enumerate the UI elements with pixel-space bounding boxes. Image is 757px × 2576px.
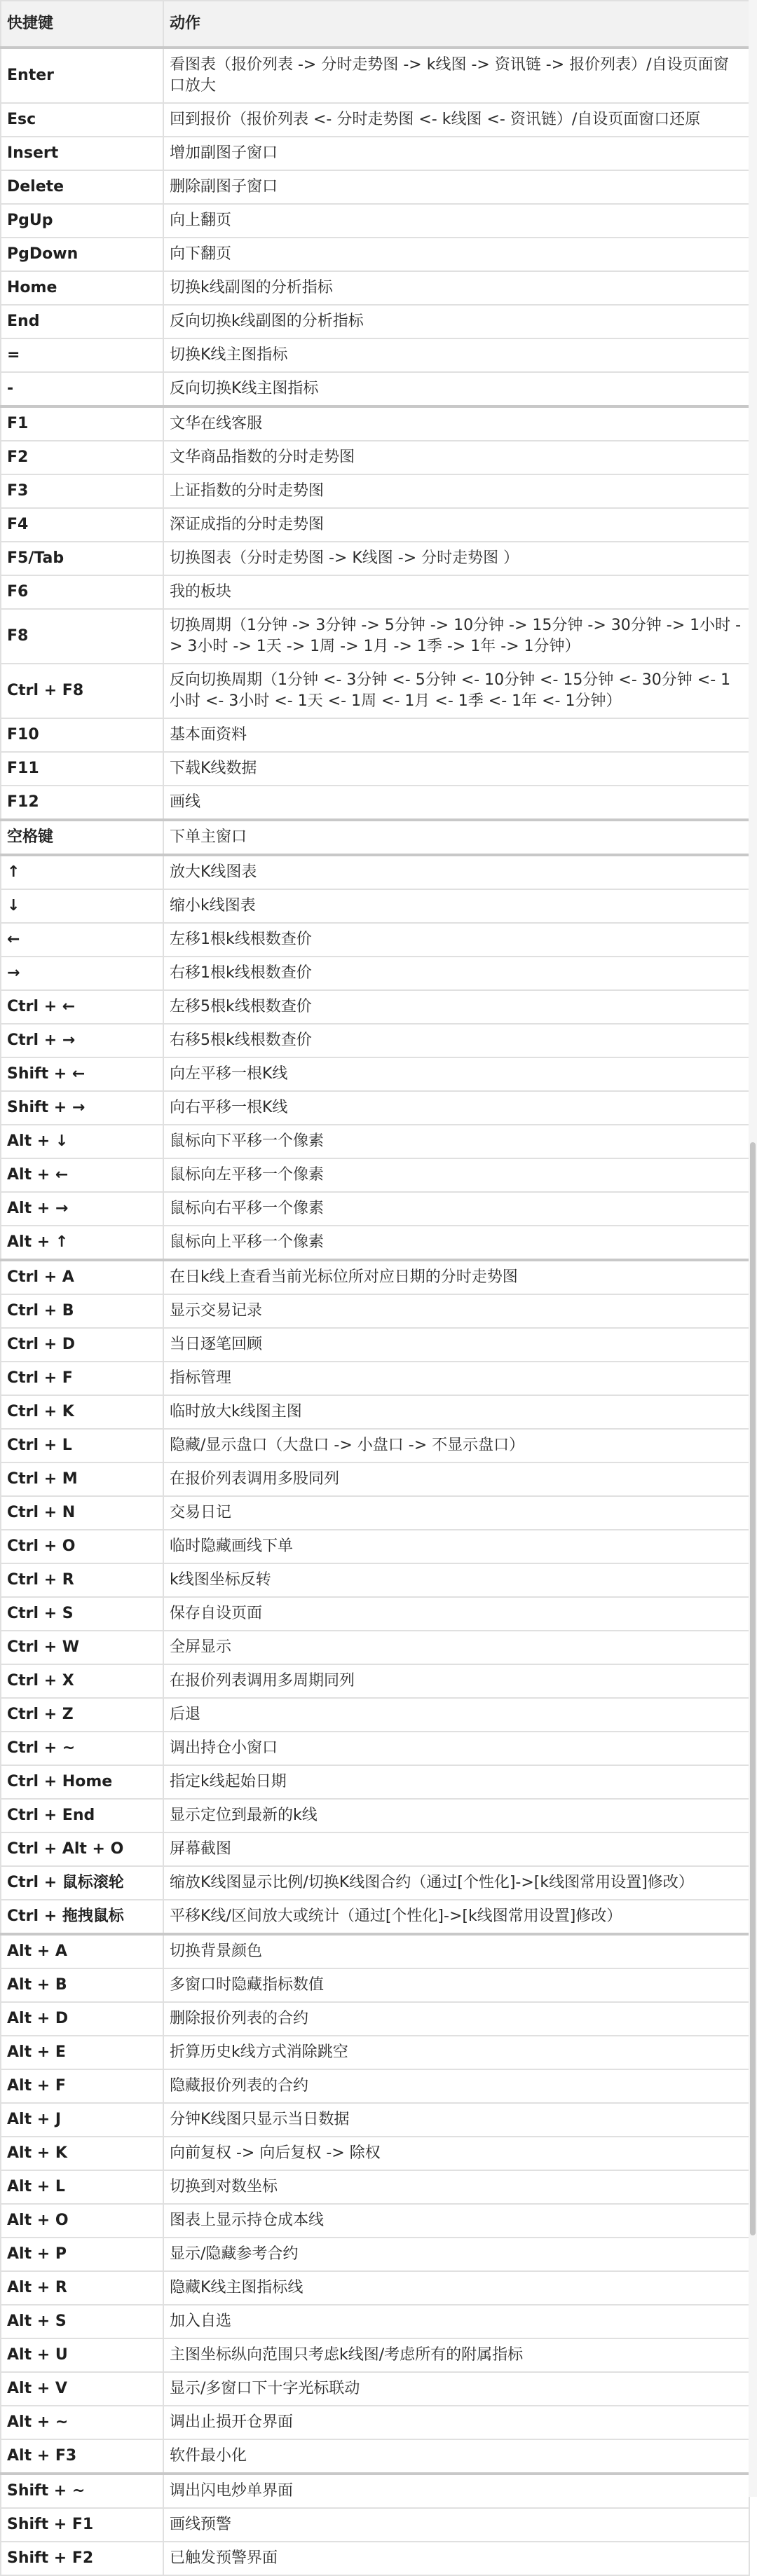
shortcut-action: 鼠标向右平移一个像素 (163, 1192, 749, 1226)
shortcut-key: F6 (1, 575, 163, 609)
table-row (1, 2002, 749, 2036)
column-header-shortcut: 快捷键 (1, 1, 163, 48)
scrollbar-thumb[interactable] (750, 1142, 756, 2235)
table-row (1, 575, 749, 609)
shortcut-key: Ctrl + End (1, 1799, 163, 1832)
table-row (1, 1057, 749, 1091)
shortcut-key: Ctrl + B (1, 1294, 163, 1328)
shortcut-action: 右移5根k线根数查价 (163, 1024, 749, 1057)
shortcut-key: 空格键 (1, 820, 163, 855)
shortcut-key: End (1, 305, 163, 338)
table-row (1, 1934, 749, 1968)
shortcut-action: 文华在线客服 (163, 406, 749, 441)
column-header-action: 动作 (163, 1, 749, 48)
shortcut-key: PgUp (1, 204, 163, 238)
table-row (1, 1125, 749, 1158)
shortcut-action: 折算历史k线方式消除跳空 (163, 2036, 749, 2069)
shortcut-key: Alt + S (1, 2305, 163, 2338)
shortcut-action: 切换背景颜色 (163, 1934, 749, 1968)
table-row (1, 1429, 749, 1462)
shortcut-key: Ctrl + Home (1, 1765, 163, 1799)
table-row (1, 2103, 749, 2137)
shortcut-key: F8 (1, 609, 163, 664)
shortcut-key: Ctrl + M (1, 1462, 163, 1496)
shortcut-key: Alt + V (1, 2372, 163, 2406)
shortcut-action: 在报价列表调用多周期同列 (163, 1664, 749, 1698)
shortcut-key: F1 (1, 406, 163, 441)
shortcut-action: 显示定位到最新的k线 (163, 1799, 749, 1832)
shortcut-action: 屏幕截图 (163, 1832, 749, 1866)
shortcut-action: 图表上显示持仓成本线 (163, 2204, 749, 2238)
table-row (1, 2271, 749, 2305)
shortcut-action: 平移K线/区间放大或统计（通过[个性化]->[k线图常用设置]修改） (163, 1900, 749, 1934)
shortcut-key: Ctrl + Z (1, 1698, 163, 1732)
table-row (1, 1226, 749, 1260)
table-row (1, 609, 749, 664)
shortcut-action: 反向切换K线主图指标 (163, 372, 749, 406)
shortcut-key: Ctrl + N (1, 1496, 163, 1530)
table-row (1, 2439, 749, 2474)
shortcut-key: Alt + F3 (1, 2439, 163, 2474)
shortcut-key: Alt + A (1, 1934, 163, 1968)
shortcut-key: Alt + ↑ (1, 1226, 163, 1260)
shortcut-action: 切换k线副图的分析指标 (163, 271, 749, 305)
shortcut-action: 画线预警 (163, 2508, 749, 2542)
shortcut-key: Alt + ← (1, 1158, 163, 1192)
shortcut-action: 我的板块 (163, 575, 749, 609)
shortcut-action: 向前复权 -> 向后复权 -> 除权 (163, 2137, 749, 2170)
shortcut-key: Alt + K (1, 2137, 163, 2170)
shortcut-action: 上证指数的分时走势图 (163, 474, 749, 508)
table-row (1, 1024, 749, 1057)
shortcut-action: 放大K线图表 (163, 855, 749, 889)
shortcut-key: F3 (1, 474, 163, 508)
shortcut-action: 隐藏报价列表的合约 (163, 2069, 749, 2103)
shortcut-key: Alt + P (1, 2238, 163, 2271)
table-row (1, 1799, 749, 1832)
shortcut-action: 调出持仓小窗口 (163, 1732, 749, 1765)
table-row (1, 1563, 749, 1597)
shortcut-key: Shift + → (1, 1091, 163, 1125)
table-row (1, 1158, 749, 1192)
shortcut-action: 回到报价（报价列表 <- 分时走势图 <- k线图 <- 资讯链）/自设页面窗口还原 (163, 103, 749, 137)
table-row (1, 406, 749, 441)
shortcut-key: Ctrl + W (1, 1631, 163, 1664)
shortcut-action: 向上翻页 (163, 204, 749, 238)
shortcut-action: 切换K线主图指标 (163, 338, 749, 372)
shortcut-key: Alt + R (1, 2271, 163, 2305)
shortcut-key: Shift + ~ (1, 2474, 163, 2508)
shortcut-key: Esc (1, 103, 163, 137)
shortcut-key: Ctrl + L (1, 1429, 163, 1462)
shortcut-action: 删除副图子窗口 (163, 170, 749, 204)
table-row (1, 1664, 749, 1698)
shortcut-action: 显示/隐藏参考合约 (163, 2238, 749, 2271)
shortcut-key: F5/Tab (1, 542, 163, 575)
shortcut-action: 左移1根k线根数查价 (163, 923, 749, 957)
table-row (1, 889, 749, 923)
table-row (1, 1597, 749, 1631)
shortcut-action: 调出闪电炒单界面 (163, 2474, 749, 2508)
shortcut-action: 主图坐标纵向范围只考虑k线图/考虑所有的附属指标 (163, 2338, 749, 2372)
table-row (1, 1866, 749, 1900)
shortcut-action: 向下翻页 (163, 238, 749, 271)
table-row (1, 1698, 749, 1732)
shortcut-key: Shift + F1 (1, 2508, 163, 2542)
shortcut-action: 下载K线数据 (163, 752, 749, 786)
shortcut-action: 指定k线起始日期 (163, 1765, 749, 1799)
table-row (1, 2508, 749, 2542)
table-row (1, 103, 749, 137)
shortcut-key: Alt + → (1, 1192, 163, 1226)
shortcut-key: Ctrl + 拖拽鼠标 (1, 1900, 163, 1934)
shortcut-action: 在日k线上查看当前光标位所对应日期的分时走势图 (163, 1260, 749, 1294)
shortcut-key: Alt + D (1, 2002, 163, 2036)
table-row (1, 2406, 749, 2439)
shortcut-key: - (1, 372, 163, 406)
table-row (1, 1192, 749, 1226)
table-row (1, 786, 749, 820)
table-row (1, 1091, 749, 1125)
shortcut-action: 鼠标向左平移一个像素 (163, 1158, 749, 1192)
shortcut-key: Insert (1, 137, 163, 170)
table-row (1, 1900, 749, 1934)
shortcut-action: 全屏显示 (163, 1631, 749, 1664)
shortcut-action: k线图坐标反转 (163, 1563, 749, 1597)
table-row (1, 372, 749, 406)
shortcut-action: 临时放大k线图主图 (163, 1395, 749, 1429)
shortcut-action: 画线 (163, 786, 749, 820)
shortcut-action: 已触发预警界面 (163, 2542, 749, 2575)
shortcut-key: Alt + U (1, 2338, 163, 2372)
table-row (1, 48, 749, 103)
shortcut-action: 当日逐笔回顾 (163, 1328, 749, 1362)
table-row (1, 271, 749, 305)
shortcut-action: 指标管理 (163, 1362, 749, 1395)
table-body (1, 48, 749, 2575)
table-row (1, 2204, 749, 2238)
table-row (1, 204, 749, 238)
shortcut-action: 在报价列表调用多股同列 (163, 1462, 749, 1496)
shortcut-action: 后退 (163, 1698, 749, 1732)
shortcut-key: Ctrl + ~ (1, 1732, 163, 1765)
table-row (1, 820, 749, 855)
table-row (1, 542, 749, 575)
shortcut-key: F12 (1, 786, 163, 820)
shortcut-action: 右移1根k线根数查价 (163, 957, 749, 990)
shortcut-action: 临时隐藏画线下单 (163, 1530, 749, 1563)
shortcut-key: Alt + ~ (1, 2406, 163, 2439)
shortcut-action: 左移5根k线根数查价 (163, 990, 749, 1024)
vertical-scrollbar[interactable] (749, 0, 757, 2497)
table-row (1, 752, 749, 786)
shortcut-key: Ctrl + → (1, 1024, 163, 1057)
shortcut-key: ↓ (1, 889, 163, 923)
shortcut-action: 基本面资料 (163, 718, 749, 752)
shortcut-key: Ctrl + S (1, 1597, 163, 1631)
shortcut-action: 隐藏/显示盘口（大盘口 -> 小盘口 -> 不显示盘口） (163, 1429, 749, 1462)
shortcut-action: 鼠标向下平移一个像素 (163, 1125, 749, 1158)
shortcut-action: 删除报价列表的合约 (163, 2002, 749, 2036)
shortcut-action: 分钟K线图只显示当日数据 (163, 2103, 749, 2137)
shortcut-key: PgDown (1, 238, 163, 271)
table-row (1, 957, 749, 990)
table-row (1, 1631, 749, 1664)
table-row (1, 718, 749, 752)
shortcut-action: 调出止损开仓界面 (163, 2406, 749, 2439)
shortcut-key: → (1, 957, 163, 990)
table-row (1, 664, 749, 718)
table-row (1, 2036, 749, 2069)
shortcut-key: Ctrl + O (1, 1530, 163, 1563)
shortcut-action: 文华商品指数的分时走势图 (163, 441, 749, 474)
shortcut-action: 反向切换周期（1分钟 <- 3分钟 <- 5分钟 <- 10分钟 <- 15分钟 <- 30分钟 <- 1小时 <- 3小时 <- 1天 <- 1周 <- 1月 <- 1季 <- 1年 <- 1分钟） (163, 664, 749, 718)
table-row (1, 2305, 749, 2338)
shortcut-action: 反向切换k线副图的分析指标 (163, 305, 749, 338)
table-row (1, 441, 749, 474)
table-row (1, 1462, 749, 1496)
shortcut-action: 向左平移一根K线 (163, 1057, 749, 1091)
shortcut-key: Home (1, 271, 163, 305)
table-row (1, 2474, 749, 2508)
shortcut-key: Ctrl + K (1, 1395, 163, 1429)
shortcut-key: Alt + O (1, 2204, 163, 2238)
table-row (1, 2170, 749, 2204)
table-row (1, 923, 749, 957)
shortcut-key: Alt + L (1, 2170, 163, 2204)
shortcut-action: 向右平移一根K线 (163, 1091, 749, 1125)
shortcut-action: 切换到对数坐标 (163, 2170, 749, 2204)
shortcut-key: Alt + ↓ (1, 1125, 163, 1158)
shortcut-key: F10 (1, 718, 163, 752)
shortcut-action: 切换周期（1分钟 -> 3分钟 -> 5分钟 -> 10分钟 -> 15分钟 -> 30分钟 -> 1小时 -> 3小时 -> 1天 -> 1周 -> 1月 -> 1季 -> 1年 -> 1分钟） (163, 609, 749, 664)
table-row (1, 1968, 749, 2002)
shortcut-action: 多窗口时隐藏指标数值 (163, 1968, 749, 2002)
shortcut-key: Ctrl + D (1, 1328, 163, 1362)
shortcut-key: Shift + F2 (1, 2542, 163, 2575)
table-row (1, 338, 749, 372)
table-row (1, 1530, 749, 1563)
table-row (1, 508, 749, 542)
shortcut-action: 下单主窗口 (163, 820, 749, 855)
shortcut-action: 缩小k线图表 (163, 889, 749, 923)
table-row (1, 1294, 749, 1328)
table-row (1, 137, 749, 170)
table-row (1, 1765, 749, 1799)
shortcut-key: Ctrl + F8 (1, 664, 163, 718)
shortcut-key: F4 (1, 508, 163, 542)
table-header-row (1, 1, 749, 48)
table-row (1, 1496, 749, 1530)
shortcut-action: 鼠标向上平移一个像素 (163, 1226, 749, 1260)
shortcut-action: 增加副图子窗口 (163, 137, 749, 170)
shortcut-key: Ctrl + 鼠标滚轮 (1, 1866, 163, 1900)
shortcut-key: F2 (1, 441, 163, 474)
table-row (1, 1362, 749, 1395)
shortcut-key: ↑ (1, 855, 163, 889)
table-row (1, 1832, 749, 1866)
shortcut-key: Alt + E (1, 2036, 163, 2069)
table-row (1, 1260, 749, 1294)
table-row (1, 2137, 749, 2170)
shortcut-action: 加入自选 (163, 2305, 749, 2338)
table-row (1, 990, 749, 1024)
shortcut-key: Enter (1, 48, 163, 103)
shortcut-action: 深证成指的分时走势图 (163, 508, 749, 542)
shortcut-key: Ctrl + F (1, 1362, 163, 1395)
table-row (1, 2069, 749, 2103)
shortcut-key: Alt + B (1, 1968, 163, 2002)
shortcut-action: 显示/多窗口下十字光标联动 (163, 2372, 749, 2406)
table-row (1, 2372, 749, 2406)
shortcut-key: Ctrl + R (1, 1563, 163, 1597)
shortcut-key: F11 (1, 752, 163, 786)
shortcut-key: Alt + F (1, 2069, 163, 2103)
table-row (1, 1732, 749, 1765)
shortcut-action: 保存自设页面 (163, 1597, 749, 1631)
shortcut-key: Ctrl + X (1, 1664, 163, 1698)
shortcut-key: Delete (1, 170, 163, 204)
shortcut-action: 缩放K线图显示比例/切换K线图合约（通过[个性化]->[k线图常用设置]修改） (163, 1866, 749, 1900)
shortcut-action: 交易日记 (163, 1496, 749, 1530)
shortcut-key: = (1, 338, 163, 372)
table-row (1, 2238, 749, 2271)
table-row (1, 474, 749, 508)
table-row (1, 170, 749, 204)
table-row (1, 1395, 749, 1429)
shortcut-action: 切换图表（分时走势图 -> K线图 -> 分时走势图 ） (163, 542, 749, 575)
shortcut-key: Ctrl + ← (1, 990, 163, 1024)
table-row (1, 238, 749, 271)
shortcut-key: Ctrl + Alt + O (1, 1832, 163, 1866)
shortcut-key: Alt + J (1, 2103, 163, 2137)
shortcut-action: 看图表（报价列表 -> 分时走势图 -> k线图 -> 资讯链 -> 报价列表）/自设页面窗口放大 (163, 48, 749, 103)
shortcut-key: Ctrl + A (1, 1260, 163, 1294)
shortcut-action: 软件最小化 (163, 2439, 749, 2474)
table-row (1, 305, 749, 338)
table-row (1, 2338, 749, 2372)
table-row (1, 855, 749, 889)
table-row (1, 1328, 749, 1362)
table-row (1, 2542, 749, 2575)
shortcut-key: Shift + ← (1, 1057, 163, 1091)
shortcut-action: 显示交易记录 (163, 1294, 749, 1328)
shortcut-key: ← (1, 923, 163, 957)
shortcut-action: 隐藏K线主图指标线 (163, 2271, 749, 2305)
